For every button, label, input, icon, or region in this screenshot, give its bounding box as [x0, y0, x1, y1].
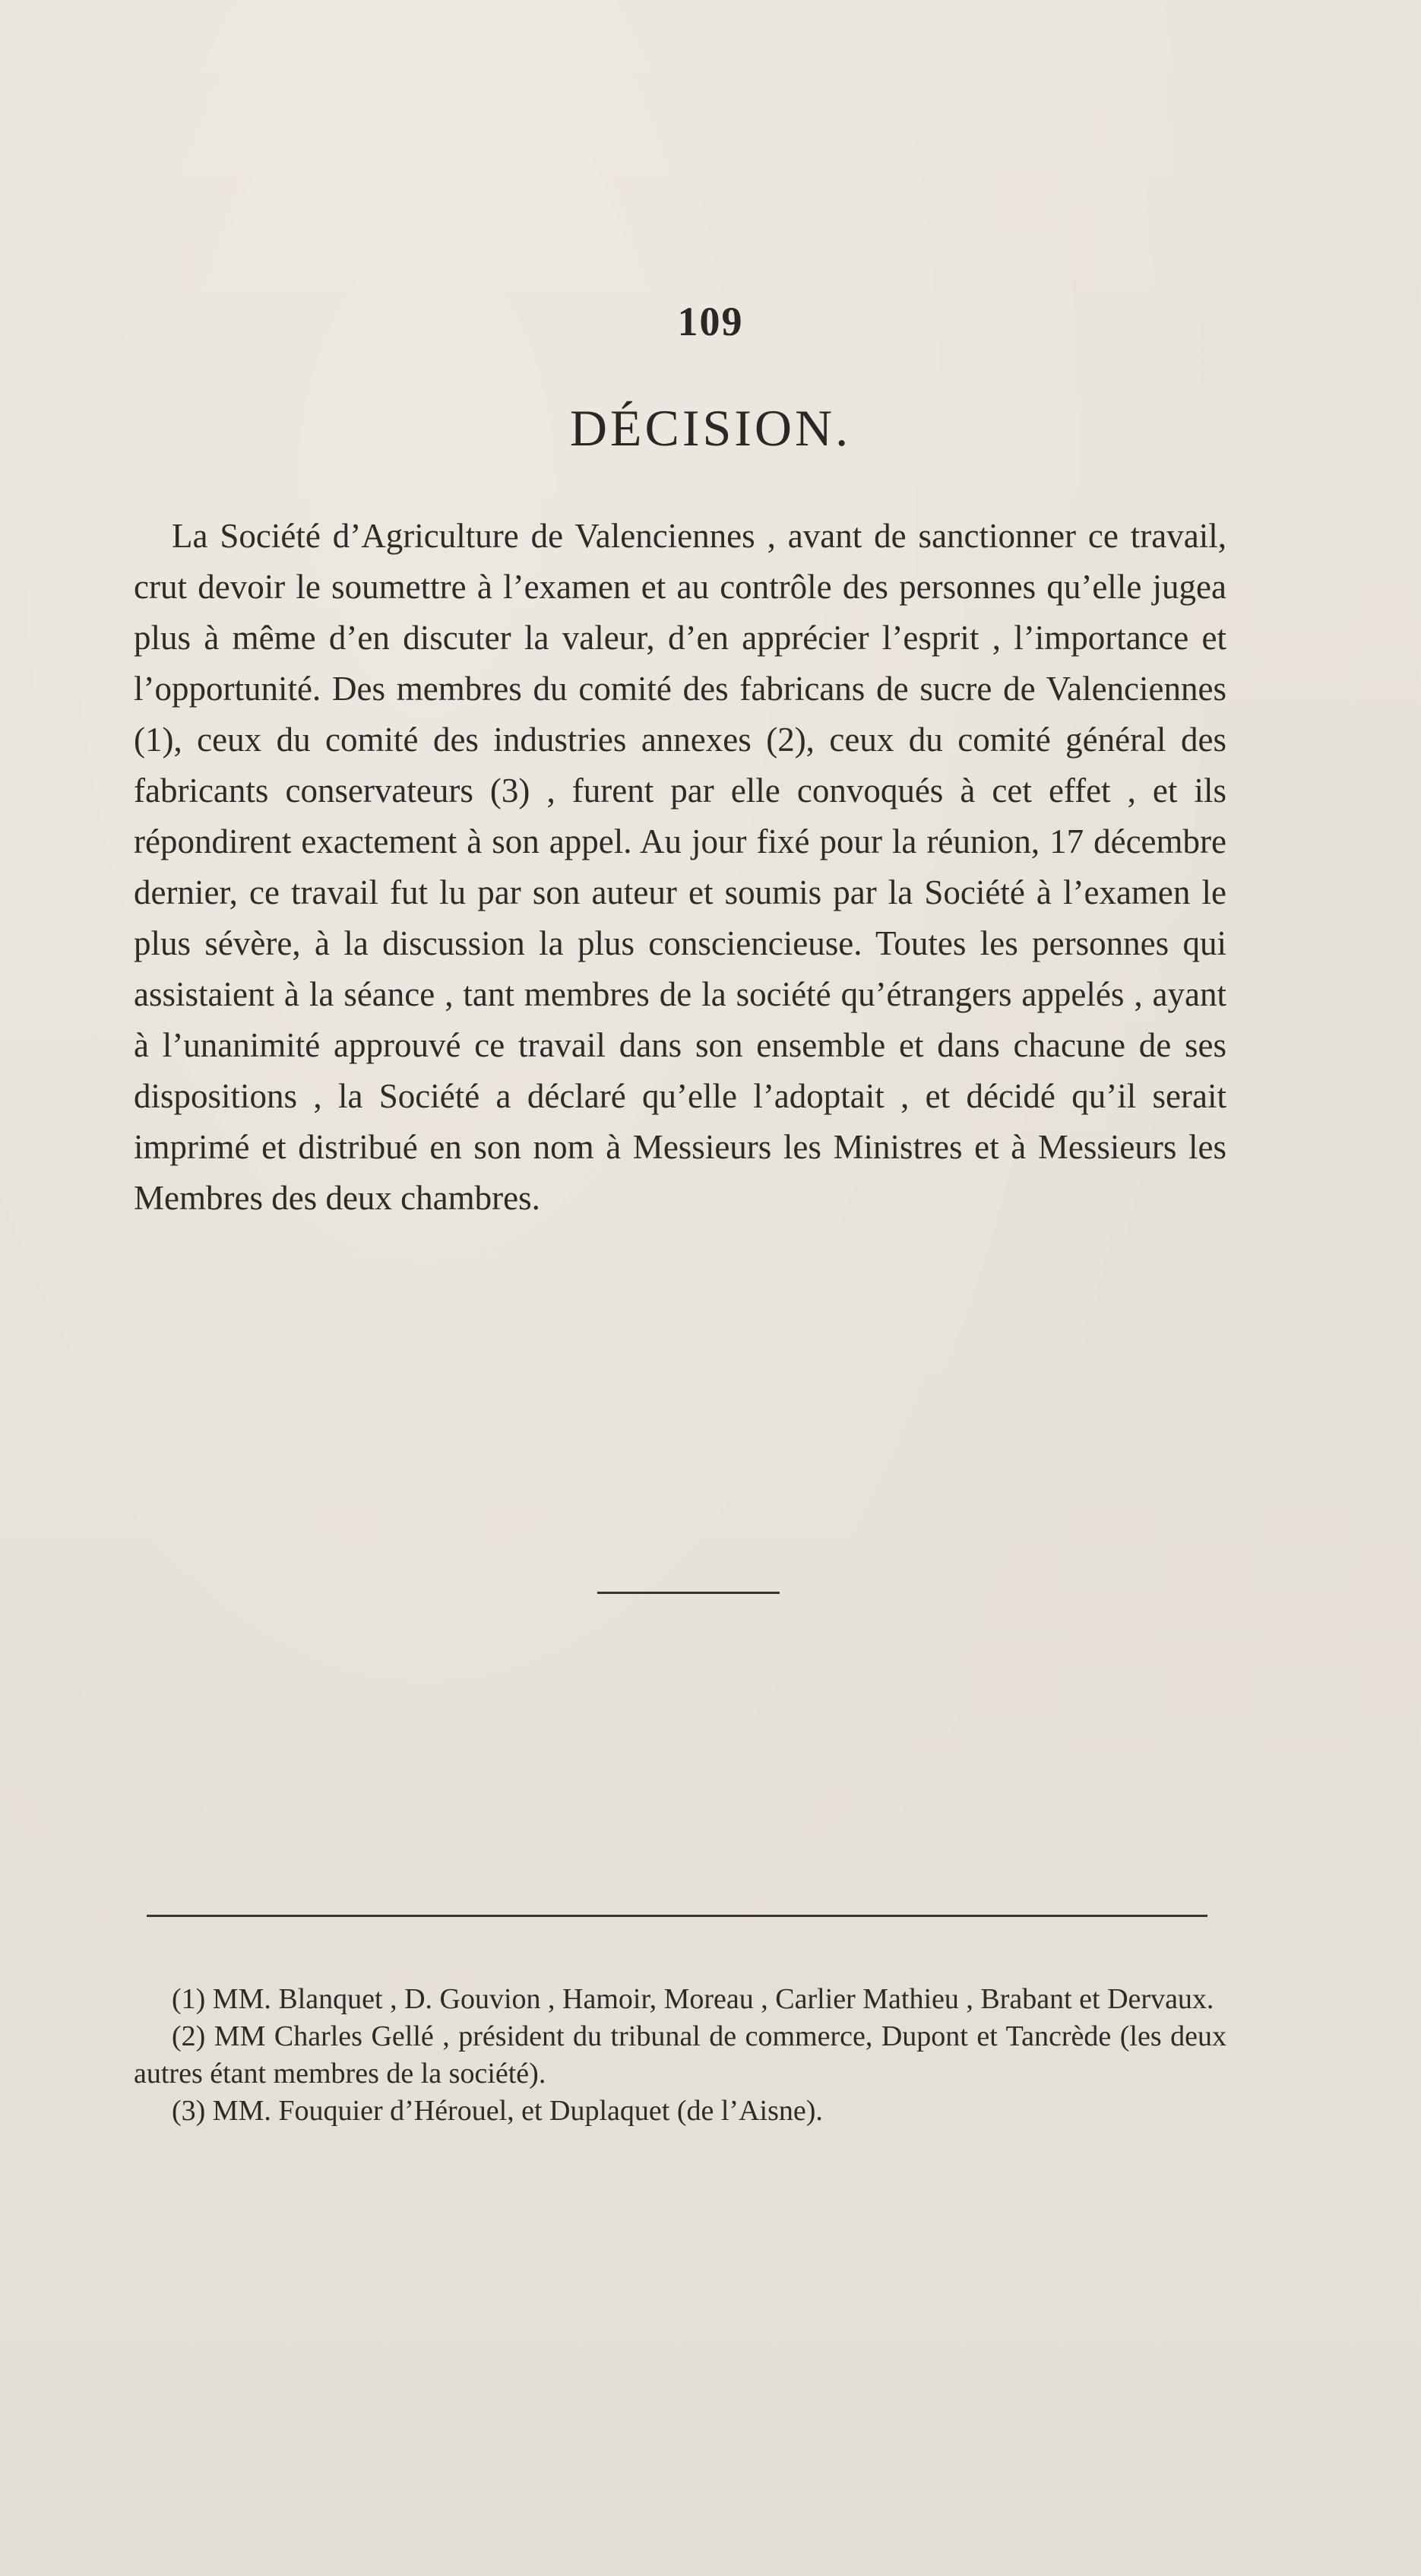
- section-divider: [597, 1592, 780, 1594]
- footnote-2: (2) MM Charles Gellé , président du tribunal de commerce, Dupont et Tancrède (les deux autres étant membres de la société).: [134, 2020, 1226, 2090]
- body-paragraph: La Société d’Agriculture de Valenciennes , avant de sanctionner ce travail, crut devoir le soumettre à l’examen et au contrôle des personnes qu’elle jugea plus à même d’en discuter la valeur, d’en apprécier l’esprit , l’importance et l’opportunité. Des membres du comité des fabricans de sucre de Valenciennes (1), ceux du comité des industries annexes (2), ceux du comité général des fabricants conservateurs (3) , furent par elle convoqués à cet effet , et ils répondirent exactement à son appel. Au jour fixé pour la réunion, 17 décembre dernier, ce travail fut lu par son auteur et soumis par la Société à l’examen le plus sévère, à la discussion la plus consciencieuse. Toutes les personnes qui assistaient à la séance , tant membres de la société qu’étrangers appelés , ayant à l’unanimité approuvé ce travail dans son ensemble et dans chacune de ses dispositions , la Société a déclaré qu’elle l’adoptait , et décidé qu’il serait imprimé et distribué en son nom à Messieurs les Ministres et à Messieurs les Membres des deux chambres.: [134, 517, 1226, 1217]
- footnote-1: (1) MM. Blanquet , D. Gouvion , Hamoir, Moreau , Carlier Mathieu , Brabant et Dervaux.: [172, 1983, 1214, 2015]
- footnote-3: (3) MM. Fouquier d’Hérouel, et Duplaquet (de l’Aisne).: [172, 2095, 823, 2127]
- page-number: 109: [677, 299, 744, 344]
- footnote-separator: [147, 1915, 1207, 1917]
- footnotes: [134, 1981, 1226, 2130]
- page-title: DÉCISION.: [569, 399, 852, 457]
